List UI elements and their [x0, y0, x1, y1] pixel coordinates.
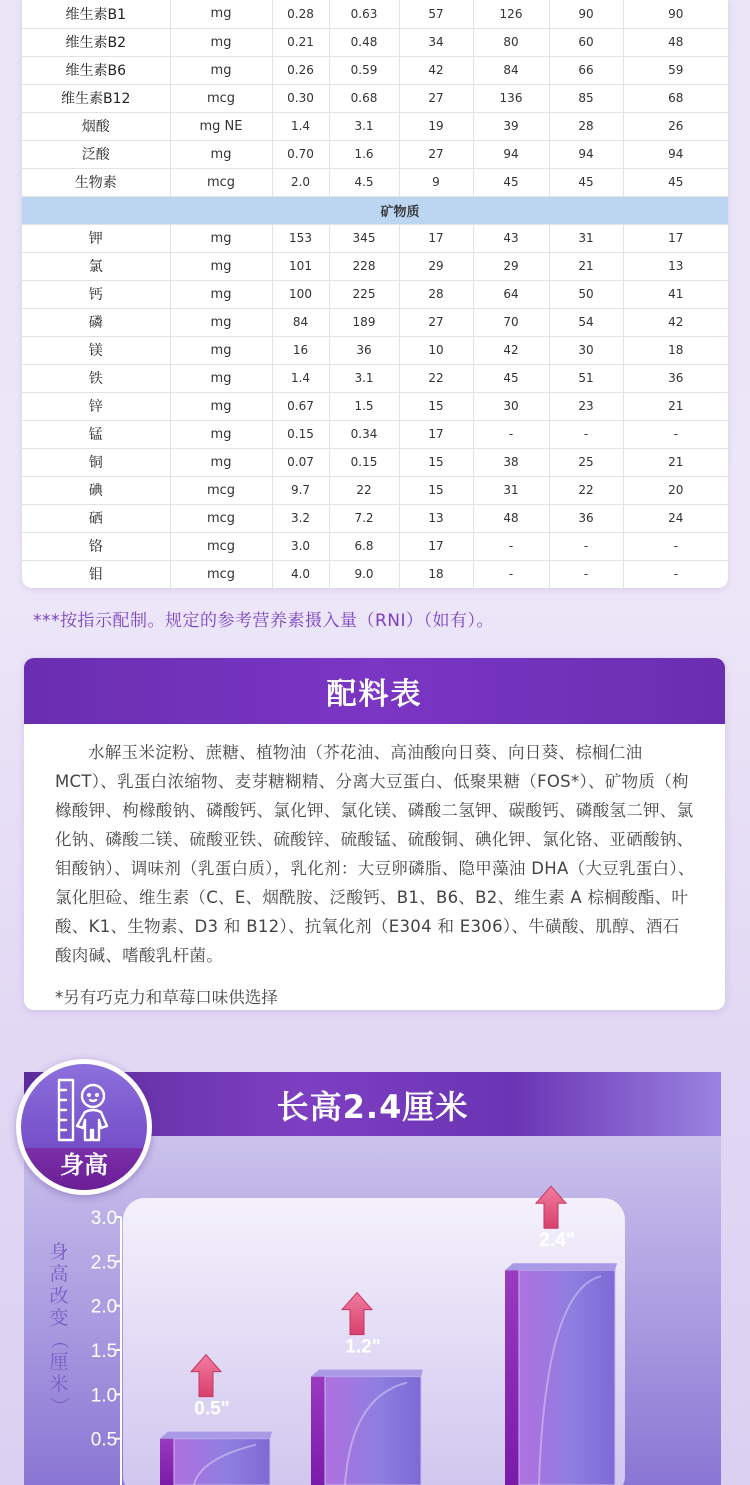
value-cell: 15	[399, 476, 473, 504]
value-cell: 7.2	[329, 504, 399, 532]
y-tick-label: 1.5	[90, 1341, 118, 1362]
value-cell: 94	[473, 140, 549, 168]
y-axis-label-char: 身	[49, 1241, 69, 1263]
nutrient-name: 维生素B1	[22, 0, 170, 28]
value-cell: 22	[549, 476, 623, 504]
value-cell: 15	[399, 448, 473, 476]
nutrient-unit: mg	[170, 336, 272, 364]
value-cell: 90	[549, 0, 623, 28]
nutrient-unit: mcg	[170, 476, 272, 504]
value-cell: 3.1	[329, 112, 399, 140]
value-cell: 16	[272, 336, 329, 364]
value-cell: 60	[549, 28, 623, 56]
value-cell: 17	[399, 224, 473, 252]
value-cell: 4.0	[272, 560, 329, 588]
value-cell: 225	[329, 280, 399, 308]
value-cell: 31	[549, 224, 623, 252]
value-cell: 189	[329, 308, 399, 336]
value-cell: 126	[473, 0, 549, 28]
value-cell: 20	[623, 476, 728, 504]
nutrient-unit: mg	[170, 308, 272, 336]
nutrient-name: 镁	[22, 336, 170, 364]
value-cell: 39	[473, 112, 549, 140]
y-tick-label: 2.5	[90, 1252, 118, 1274]
value-cell: 45	[549, 168, 623, 196]
value-cell: 94	[623, 140, 728, 168]
value-cell: 2.0	[272, 168, 329, 196]
nutrient-unit: mg	[170, 56, 272, 84]
table-row	[22, 0, 728, 28]
up-arrow-icon	[191, 1355, 221, 1397]
chart-title: 长高2.4厘米	[276, 1088, 469, 1126]
value-cell: 50	[549, 280, 623, 308]
ingredients-header	[24, 658, 725, 724]
value-cell: 38	[473, 448, 549, 476]
table-row	[22, 84, 728, 112]
table-row	[22, 168, 728, 196]
value-cell: 17	[399, 420, 473, 448]
mineral-rows	[22, 224, 728, 588]
nutrient-name: 铜	[22, 448, 170, 476]
y-axis-label-char: 改	[49, 1285, 69, 1307]
ingredients-title: 配料表	[326, 677, 423, 712]
nutrient-name: 锌	[22, 392, 170, 420]
value-cell: 0.07	[272, 448, 329, 476]
height-badge	[16, 1059, 152, 1195]
value-cell: 0.70	[272, 140, 329, 168]
nutrient-name: 钼	[22, 560, 170, 588]
value-cell: 21	[623, 392, 728, 420]
value-cell: 41	[623, 280, 728, 308]
badge-inner-circle	[21, 1064, 147, 1190]
value-cell: 9	[399, 168, 473, 196]
value-cell: 27	[399, 140, 473, 168]
value-cell: 100	[272, 280, 329, 308]
value-cell: 42	[473, 336, 549, 364]
table-row	[22, 112, 728, 140]
nutrient-name: 钾	[22, 224, 170, 252]
value-cell: 22	[399, 364, 473, 392]
nutrient-name: 钙	[22, 280, 170, 308]
value-cell: 4.5	[329, 168, 399, 196]
value-cell: 57	[399, 0, 473, 28]
data-label: 1.2"	[345, 1336, 381, 1358]
value-cell: 3.1	[329, 364, 399, 392]
y-axis-label-char: ）	[48, 1396, 70, 1416]
table-row	[22, 140, 728, 168]
value-cell: 136	[473, 84, 549, 112]
table-row	[22, 476, 728, 504]
value-cell: 43	[473, 224, 549, 252]
bar-side-face	[311, 1377, 325, 1485]
nutrient-name: 生物素	[22, 168, 170, 196]
nutrient-unit: mg	[170, 392, 272, 420]
value-cell: 101	[272, 252, 329, 280]
value-cell: 23	[549, 392, 623, 420]
value-cell: 9.0	[329, 560, 399, 588]
value-cell: 15	[399, 392, 473, 420]
value-cell: 1.4	[272, 364, 329, 392]
table-row	[22, 392, 728, 420]
value-cell: 45	[473, 168, 549, 196]
value-cell: 48	[473, 504, 549, 532]
value-cell: -	[623, 560, 728, 588]
value-cell: 42	[623, 308, 728, 336]
nutrient-name: 磷	[22, 308, 170, 336]
y-tick-label: 2.0	[90, 1296, 118, 1318]
table-row	[22, 532, 728, 560]
table-row	[22, 308, 728, 336]
value-cell: 13	[399, 504, 473, 532]
value-cell: -	[549, 420, 623, 448]
nutrient-unit: mcg	[170, 84, 272, 112]
up-arrow-icon	[342, 1293, 372, 1335]
bar-side-face	[160, 1439, 174, 1485]
value-cell: 28	[549, 112, 623, 140]
table-row	[22, 364, 728, 392]
value-cell: 6.8	[329, 532, 399, 560]
value-cell: 27	[399, 84, 473, 112]
value-cell: 17	[623, 224, 728, 252]
ingredients-card	[24, 658, 725, 1010]
value-cell: 18	[623, 336, 728, 364]
bar-side-face	[505, 1270, 519, 1485]
nutrient-name: 烟酸	[22, 112, 170, 140]
nutrient-unit: mg	[170, 224, 272, 252]
value-cell: 0.68	[329, 84, 399, 112]
value-cell: 42	[399, 56, 473, 84]
value-cell: 36	[549, 504, 623, 532]
y-axis-label-char: （	[48, 1330, 70, 1350]
nutrient-unit: mg	[170, 0, 272, 28]
nutrient-unit: mcg	[170, 168, 272, 196]
nutrient-name: 泛酸	[22, 140, 170, 168]
child-height-icon	[57, 1076, 113, 1148]
value-cell: 31	[473, 476, 549, 504]
vitamin-rows	[22, 0, 728, 196]
nutrient-name: 维生素B12	[22, 84, 170, 112]
value-cell: 29	[473, 252, 549, 280]
nutrition-table	[22, 0, 728, 588]
value-cell: -	[623, 420, 728, 448]
value-cell: 10	[399, 336, 473, 364]
value-cell: 66	[549, 56, 623, 84]
value-cell: 68	[623, 84, 728, 112]
ingredients-text: 水解玉米淀粉、蔗糖、植物油（芥花油、高油酸向日葵、向日葵、棕榈仁油 MCT）、乳蛋白浓缩物、麦芽糖糊精、分离大豆蛋白、低聚果糖（FOS*）、矿物质（枸橼酸钾、枸橼酸钠、磷酸钙、氯化钾、氯化镁、磷酸二氢钾、碳酸钙、磷酸氢二钾、氯化钠、磷酸二镁、硫酸亚铁、硫酸锌、硫酸锰、硫酸铜、碘化钾、氯化铬、亚硒酸钠、钼酸钠）、调味剂（乳蛋白质），乳化剂：大豆卵磷脂、隐甲藻油 DHA（大豆乳蛋白）、氯化胆硷、维生素（C、E、烟酰胺、泛酸钙、B1、B6、B2、维生素 A 棕榈酸酯、叶酸、K1、生物素、D3 和 B12）、抗氧化剂（E304 和 E306）、牛磺酸、肌醇、酒石酸肉碱、嗜酸乳杆菌。	[55, 743, 695, 965]
value-cell: 45	[623, 168, 728, 196]
nutrient-unit: mg	[170, 420, 272, 448]
nutrient-unit: mcg	[170, 504, 272, 532]
value-cell: 0.15	[329, 448, 399, 476]
nutrient-unit: mcg	[170, 560, 272, 588]
nutrient-unit: mcg	[170, 532, 272, 560]
rni-footnote: ***按指示配制。规定的参考营养素摄入量（RNI）（如有）。	[33, 611, 495, 631]
value-cell: 59	[623, 56, 728, 84]
table-row	[22, 448, 728, 476]
value-cell: 30	[549, 336, 623, 364]
y-axis-label-char: 厘	[49, 1351, 69, 1373]
nutrient-name: 维生素B6	[22, 56, 170, 84]
nutrient-unit: mg	[170, 364, 272, 392]
value-cell: 1.5	[329, 392, 399, 420]
nutrient-name: 氯	[22, 252, 170, 280]
value-cell: 80	[473, 28, 549, 56]
value-cell: 51	[549, 364, 623, 392]
bar-top-face	[160, 1432, 272, 1439]
value-cell: 0.34	[329, 420, 399, 448]
table-row	[22, 504, 728, 532]
value-cell: 0.21	[272, 28, 329, 56]
value-cell: 3.0	[272, 532, 329, 560]
up-arrow-icon	[536, 1186, 566, 1228]
y-axis-label-char: 变	[49, 1307, 69, 1329]
value-cell: 0.48	[329, 28, 399, 56]
nutrient-unit: mg	[170, 448, 272, 476]
table-row	[22, 56, 728, 84]
value-cell: 36	[623, 364, 728, 392]
value-cell: 34	[399, 28, 473, 56]
value-cell: 48	[623, 28, 728, 56]
value-cell: 228	[329, 252, 399, 280]
value-cell: 26	[623, 112, 728, 140]
value-cell: -	[623, 532, 728, 560]
value-cell: 1.4	[272, 112, 329, 140]
value-cell: -	[473, 420, 549, 448]
nutrient-name: 碘	[22, 476, 170, 504]
table-row	[22, 560, 728, 588]
value-cell: 84	[272, 308, 329, 336]
value-cell: 0.15	[272, 420, 329, 448]
ingredients-footnote: *另有巧克力和草莓口味供选择	[55, 988, 278, 1007]
value-cell: 30	[473, 392, 549, 420]
bar	[325, 1377, 421, 1485]
value-cell: 22	[329, 476, 399, 504]
nutrient-unit: mg	[170, 140, 272, 168]
nutrient-name: 锰	[22, 420, 170, 448]
mineral-section-label: 矿物质	[380, 204, 420, 220]
nutrient-name: 铁	[22, 364, 170, 392]
value-cell: 1.6	[329, 140, 399, 168]
value-cell: 90	[623, 0, 728, 28]
value-cell: 0.63	[329, 0, 399, 28]
table-row	[22, 420, 728, 448]
value-cell: 0.28	[272, 0, 329, 28]
value-cell: 153	[272, 224, 329, 252]
value-cell: 0.59	[329, 56, 399, 84]
mineral-section-row	[22, 196, 728, 224]
value-cell: 0.30	[272, 84, 329, 112]
value-cell: 25	[549, 448, 623, 476]
value-cell: -	[473, 560, 549, 588]
value-cell: 17	[399, 532, 473, 560]
value-cell: -	[549, 560, 623, 588]
value-cell: 64	[473, 280, 549, 308]
value-cell: -	[549, 532, 623, 560]
nutrient-name: 铬	[22, 532, 170, 560]
table-row	[22, 252, 728, 280]
data-label: 0.5"	[194, 1398, 230, 1420]
nutrient-name: 维生素B2	[22, 28, 170, 56]
value-cell: -	[473, 532, 549, 560]
value-cell: 54	[549, 308, 623, 336]
bar	[519, 1270, 615, 1485]
y-tick-label: 3.0	[90, 1208, 118, 1229]
value-cell: 45	[473, 364, 549, 392]
y-tick-label: 1.0	[90, 1385, 118, 1407]
value-cell: 0.26	[272, 56, 329, 84]
table-row	[22, 28, 728, 56]
value-cell: 70	[473, 308, 549, 336]
value-cell: 84	[473, 56, 549, 84]
value-cell: 18	[399, 560, 473, 588]
value-cell: 345	[329, 224, 399, 252]
table-row	[22, 336, 728, 364]
bar-top-face	[505, 1263, 617, 1270]
value-cell: 21	[549, 252, 623, 280]
nutrient-unit: mg	[170, 280, 272, 308]
value-cell: 94	[549, 140, 623, 168]
value-cell: 19	[399, 112, 473, 140]
value-cell: 3.2	[272, 504, 329, 532]
nutrition-table-card	[22, 0, 728, 588]
nutrient-unit: mg	[170, 252, 272, 280]
value-cell: 13	[623, 252, 728, 280]
bar-top-face	[311, 1370, 423, 1377]
table-row	[22, 280, 728, 308]
value-cell: 27	[399, 308, 473, 336]
nutrient-name: 硒	[22, 504, 170, 532]
badge-label: 身高	[60, 1151, 108, 1179]
value-cell: 24	[623, 504, 728, 532]
y-axis-label-char: 高	[49, 1263, 69, 1285]
y-axis-label-char: 米	[49, 1373, 69, 1395]
nutrient-unit: mg NE	[170, 112, 272, 140]
value-cell: 0.67	[272, 392, 329, 420]
data-label: 2.4"	[539, 1230, 575, 1252]
value-cell: 9.7	[272, 476, 329, 504]
value-cell: 28	[399, 280, 473, 308]
nutrient-unit: mg	[170, 28, 272, 56]
value-cell: 85	[549, 84, 623, 112]
table-row	[22, 224, 728, 252]
y-tick-label: 0.5	[90, 1429, 118, 1451]
value-cell: 29	[399, 252, 473, 280]
value-cell: 21	[623, 448, 728, 476]
value-cell: 36	[329, 336, 399, 364]
